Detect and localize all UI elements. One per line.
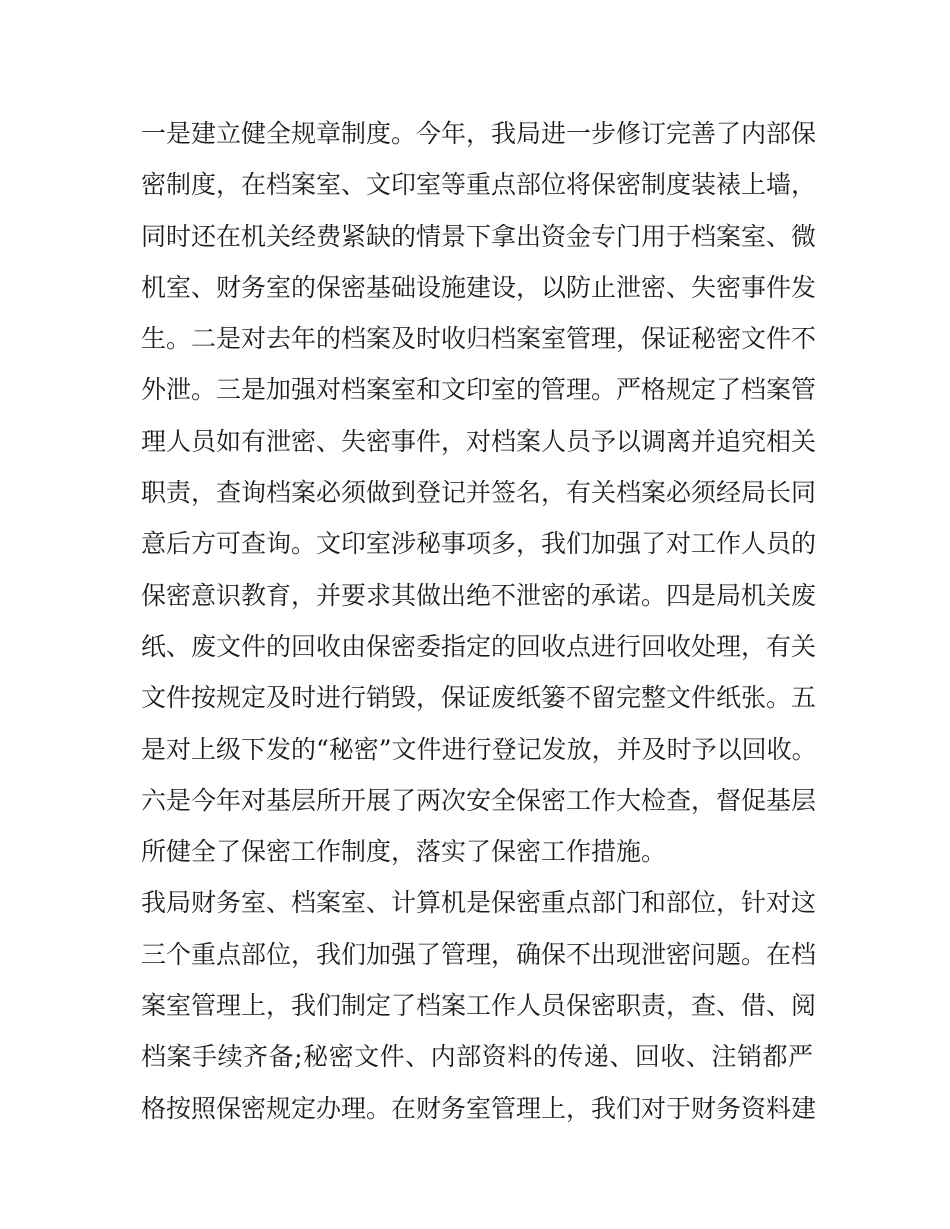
text-line-17: 三个重点部位，我们加强了管理，确保不出现泄密问题。在档: [141, 939, 817, 969]
text-line-10: 保密意识教育，并要求其做出绝不泄密的承诺。四是局机关废: [141, 580, 817, 610]
text-line-12: 文件按规定及时进行销毁，保证废纸篓不留完整文件纸张。五: [141, 683, 817, 713]
text-line-19: 档案手续齐备;秘密文件、内部资料的传递、回收、注销都严: [141, 1042, 813, 1072]
text-line-9: 意后方可查询。文印室涉秘事项多，我们加强了对工作人员的: [141, 529, 817, 559]
text-line-4: 机室、财务室的保密基础设施建设，以防止泄密、失密事件发: [141, 272, 817, 302]
text-line-15: 所健全了保密工作制度，落实了保密工作措施。: [141, 837, 667, 867]
text-line-11: 纸、废文件的回收由保密委指定的回收点进行回收处理，有关: [141, 631, 817, 661]
text-line-8: 职责，查询档案必须做到登记并签名，有关档案必须经局长同: [141, 478, 817, 508]
text-line-13: 是对上级下发的“秘密”文件进行登记发放，并及时予以回收。: [141, 734, 817, 764]
document-body: [141, 108, 817, 1134]
text-line-18: 案室管理上，我们制定了档案工作人员保密职责，查、借、阅: [141, 991, 817, 1021]
text-line-20: 格按照保密规定办理。在财务室管理上，我们对于财务资料建: [141, 1093, 817, 1123]
text-line-1: 一是建立健全规章制度。今年，我局进一步修订完善了内部保: [141, 119, 817, 148]
text-line-7: 理人员如有泄密、失密事件，对档案人员予以调离并追究相关: [141, 426, 817, 456]
text-line-6: 外泄。三是加强对档案室和文印室的管理。严格规定了档案管: [141, 375, 817, 405]
text-line-3: 同时还在机关经费紧缺的情景下拿出资金专门用于档案室、微: [141, 221, 817, 251]
text-line-2: 密制度，在档案室、文印室等重点部位将保密制度装裱上墙，: [141, 170, 817, 200]
text-line-16: 我局财务室、档案室、计算机是保密重点部门和部位，针对这: [141, 888, 817, 918]
text-line-14: 六是今年对基层所开展了两次安全保密工作大检查，督促基层: [141, 785, 817, 815]
text-line-5: 生。二是对去年的档案及时收归档案室管理，保证秘密文件不: [141, 324, 817, 354]
